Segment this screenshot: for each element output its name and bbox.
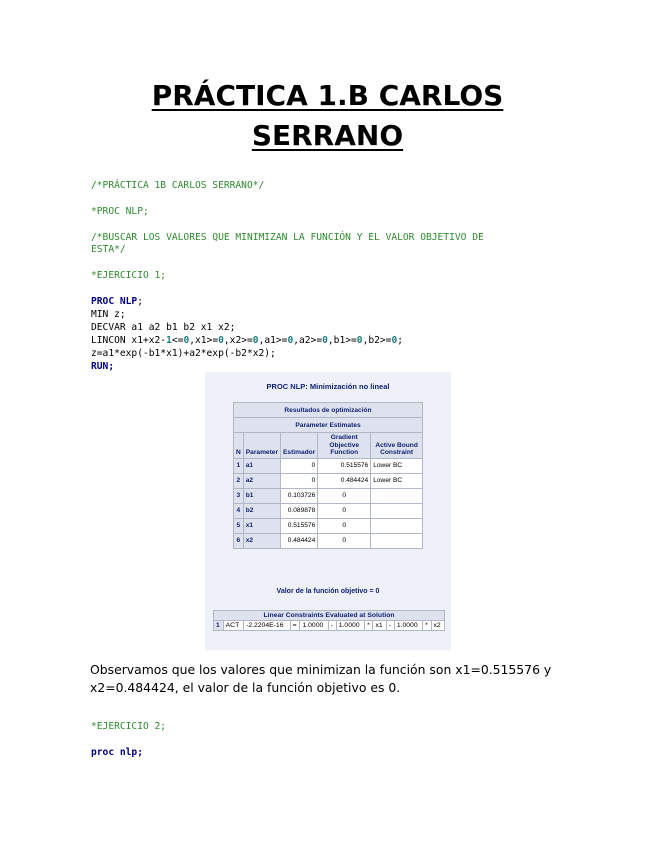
row-gradient: 0 — [318, 488, 371, 503]
parameter-estimates-table — [233, 402, 423, 549]
linear-constraints-table — [213, 610, 445, 631]
page-title-line-2: SERRANO — [251, 119, 404, 152]
code-comment-header: /*PRÁCTICA 1B CARLOS SERRANO*/ — [91, 180, 265, 191]
code-text: <= — [171, 335, 184, 346]
code-number: 0 — [252, 335, 259, 346]
code-number: 0 — [287, 335, 294, 346]
row-parameter: x1 — [243, 518, 280, 533]
lincon-coef: 1.0000 — [300, 621, 328, 631]
code-text: ,b2>= — [362, 335, 392, 346]
results-caption: Resultados de optimización — [234, 403, 423, 418]
code-line-z: z=a1*exp(-b1*x1)+a2*exp(-b2*x2); — [91, 348, 276, 359]
code-keyword-proc: PROC NLP — [91, 296, 138, 307]
table-row — [234, 533, 423, 548]
sas-output-screenshot — [205, 372, 451, 650]
results-paragraph: Observamos que los valores que minimizan la función son x1=0.515576 y x2=0.484424, el valor de la función objetivo es 0. — [90, 662, 552, 695]
row-active-bound — [371, 533, 423, 548]
row-number: 6 — [234, 533, 244, 548]
lincon-var: x1 — [373, 621, 386, 631]
code-comment-exercise-1: *EJERCICIO 1; — [91, 270, 167, 281]
code-keyword-run: RUN — [91, 361, 109, 372]
estimates-caption: Parameter Estimates — [234, 418, 423, 433]
code-semicolon: ; — [108, 361, 115, 372]
row-estimate: 0.515576 — [281, 518, 318, 533]
table-row — [214, 621, 445, 631]
page-title-line-1: PRÁCTICA 1.B CARLOS — [151, 79, 504, 112]
code-text: ; — [397, 335, 404, 346]
code-semicolon: ; — [137, 747, 143, 758]
header-n: N — [234, 433, 244, 459]
code-keyword-proc: proc nlp — [91, 747, 138, 758]
row-active-bound — [371, 488, 423, 503]
lincon-caption: Linear Constraints Evaluated at Solution — [214, 611, 445, 621]
code-comment-exercise-2: *EJERCICIO 2; — [91, 721, 167, 732]
row-number: 4 — [234, 503, 244, 518]
code-line-proc-nlp — [91, 747, 143, 760]
code-number: 0 — [183, 335, 190, 346]
code-semicolon: ; — [137, 296, 143, 307]
code-comment-proc: *PROC NLP; — [91, 206, 149, 217]
code-line-run — [91, 361, 114, 374]
objective-value-text: Valor de la función objetivo = 0 — [276, 588, 380, 595]
row-number: 5 — [234, 518, 244, 533]
lincon-var: x2 — [431, 621, 444, 631]
row-estimate: 0.484424 — [281, 533, 318, 548]
row-gradient: 0 — [318, 503, 371, 518]
table-row — [234, 473, 423, 488]
code-comment-search-1: /*BUSCAR LOS VALORES QUE MINIMIZAN LA FUNCIÓN Y EL VALOR OBJETIVO DE — [91, 232, 484, 243]
lincon-coef: 1.0000 — [394, 621, 422, 631]
lincon-op: * — [365, 621, 373, 631]
row-active-bound — [371, 503, 423, 518]
code-text: ,a1>= — [258, 335, 288, 346]
lincon-eq: = — [290, 621, 300, 631]
header-estimator: Estimador — [281, 433, 318, 459]
lincon-op: * — [423, 621, 431, 631]
code-text: LINCON x1+x2- — [91, 335, 167, 346]
table-row — [234, 458, 423, 473]
row-parameter: b2 — [243, 503, 280, 518]
row-number: 2 — [234, 473, 244, 488]
row-parameter: b1 — [243, 488, 280, 503]
row-parameter: a2 — [243, 473, 280, 488]
output-proc-title: PROC NLP: Minimización no lineal — [266, 382, 390, 391]
row-number: 3 — [234, 488, 244, 503]
row-gradient: 0 — [318, 518, 371, 533]
lincon-coef: 1.0000 — [336, 621, 364, 631]
code-comment-search-2: ESTA*/ — [91, 244, 126, 255]
code-line-decvar: DECVAR a1 a2 b1 b2 x1 x2; — [91, 322, 236, 333]
code-number: 0 — [218, 335, 224, 346]
row-active-bound: Lower BC — [371, 473, 423, 488]
code-number: 0 — [391, 335, 398, 346]
lincon-number: 1 — [214, 621, 224, 631]
table-row — [234, 503, 423, 518]
code-text: ,x2>= — [223, 335, 253, 346]
header-parameter: Parameter — [243, 433, 280, 459]
code-text: ,b1>= — [327, 335, 357, 346]
header-active-bound: Active Bound Constraint — [371, 433, 423, 459]
code-line-lincon — [91, 335, 403, 348]
code-line-min: MIN z; — [91, 309, 126, 320]
code-line-proc — [91, 296, 143, 309]
code-number: 0 — [322, 335, 328, 346]
code-number: 0 — [356, 335, 363, 346]
row-number: 1 — [234, 458, 244, 473]
code-text: ,a2>= — [293, 335, 323, 346]
table-row — [234, 488, 423, 503]
table-row — [234, 518, 423, 533]
lincon-op: - — [386, 621, 394, 631]
row-gradient: 0.484424 — [318, 473, 371, 488]
lincon-act: ACT — [223, 621, 243, 631]
row-gradient: 0.515576 — [318, 458, 371, 473]
row-estimate: 0.089878 — [281, 503, 318, 518]
code-number: 1 — [166, 335, 172, 346]
lincon-op: - — [328, 621, 336, 631]
row-estimate: 0 — [281, 473, 318, 488]
row-estimate: 0.103726 — [281, 488, 318, 503]
lincon-value: -2.2204E-16 — [244, 621, 291, 631]
row-estimate: 0 — [281, 458, 318, 473]
row-active-bound: Lower BC — [371, 458, 423, 473]
row-parameter: a1 — [243, 458, 280, 473]
row-active-bound — [371, 518, 423, 533]
row-gradient: 0 — [318, 533, 371, 548]
header-gradient: Gradient Objective Function — [318, 433, 371, 459]
row-parameter: x2 — [243, 533, 280, 548]
code-text: ,x1>= — [189, 335, 219, 346]
